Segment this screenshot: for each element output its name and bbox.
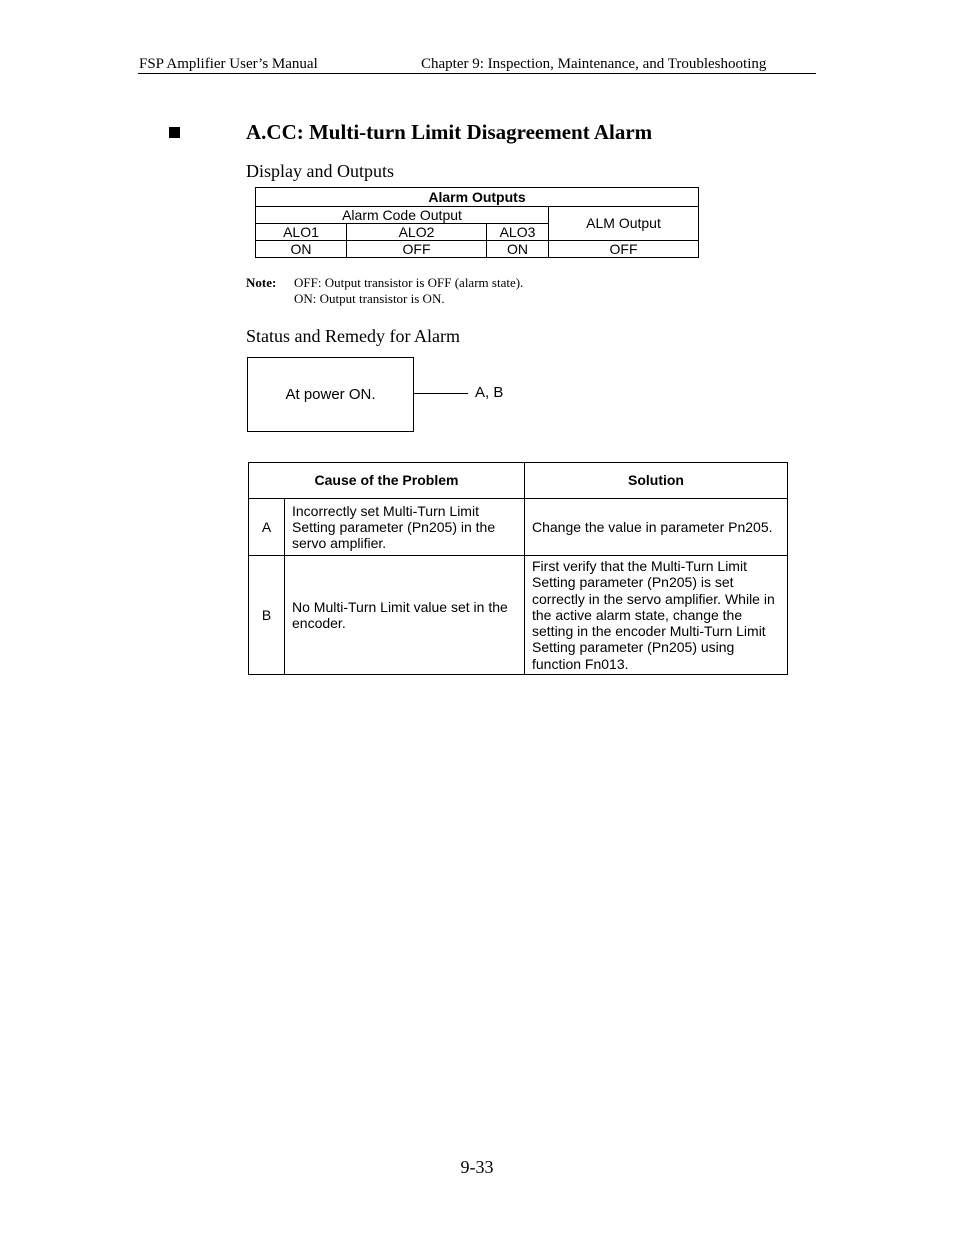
alo1-value: ON <box>256 241 347 258</box>
table-row <box>249 499 788 556</box>
note-line-on: ON: Output transistor is ON. <box>294 291 445 306</box>
page-number: 9-33 <box>460 1157 494 1177</box>
table-row <box>249 556 788 675</box>
header-manual-title: FSP Amplifier User’s Manual <box>139 56 318 72</box>
alm-output-value: OFF <box>549 241 699 258</box>
cause-text: Incorrectly set Multi-Turn Limit Setting parameter (Pn205) in the servo amplifier. <box>285 499 525 556</box>
cause-id: A <box>249 499 285 556</box>
alarm-outputs-title: Alarm Outputs <box>256 188 699 207</box>
alo3-header: ALO3 <box>487 224 549 241</box>
alo2-value: OFF <box>347 241 487 258</box>
note-line-off: OFF: Output transistor is OFF (alarm state). <box>294 275 524 290</box>
status-connector-line <box>413 393 468 394</box>
note-label: Note: <box>246 275 277 290</box>
alo1-header: ALO1 <box>256 224 347 241</box>
cause-column-header: Cause of the Problem <box>249 463 525 499</box>
header-chapter-title: Chapter 9: Inspection, Maintenance, and Troubleshooting <box>421 56 767 72</box>
solution-text: Change the value in parameter Pn205. <box>525 499 788 556</box>
status-box-label: At power ON. <box>285 386 376 403</box>
status-remedy-heading: Status and Remedy for Alarm <box>246 326 460 346</box>
cause-text: No Multi-Turn Limit value set in the encoder. <box>285 556 525 675</box>
cause-solution-table <box>248 462 788 675</box>
alo2-header: ALO2 <box>347 224 487 241</box>
alarm-code-output-label: Alarm Code Output <box>256 207 549 224</box>
header-rule <box>138 73 816 74</box>
display-outputs-heading: Display and Outputs <box>246 161 394 181</box>
alo3-value: ON <box>487 241 549 258</box>
cause-id: B <box>249 556 285 675</box>
alm-output-label: ALM Output <box>549 207 699 241</box>
section-title: A.CC: Multi-turn Limit Disagreement Alarm <box>246 120 653 144</box>
solution-text: First verify that the Multi-Turn Limit Setting parameter (Pn205) is set correctly in the servo amplifier. While in the active alarm state, change the setting in the encoder Multi-Turn Limit Setting parameter (Pn205) using function Fn013. <box>525 556 788 675</box>
square-bullet-icon <box>169 127 180 138</box>
status-box <box>247 357 414 432</box>
alarm-outputs-table <box>255 187 699 258</box>
status-causes-label: A, B <box>475 384 504 401</box>
solution-column-header: Solution <box>525 463 788 499</box>
